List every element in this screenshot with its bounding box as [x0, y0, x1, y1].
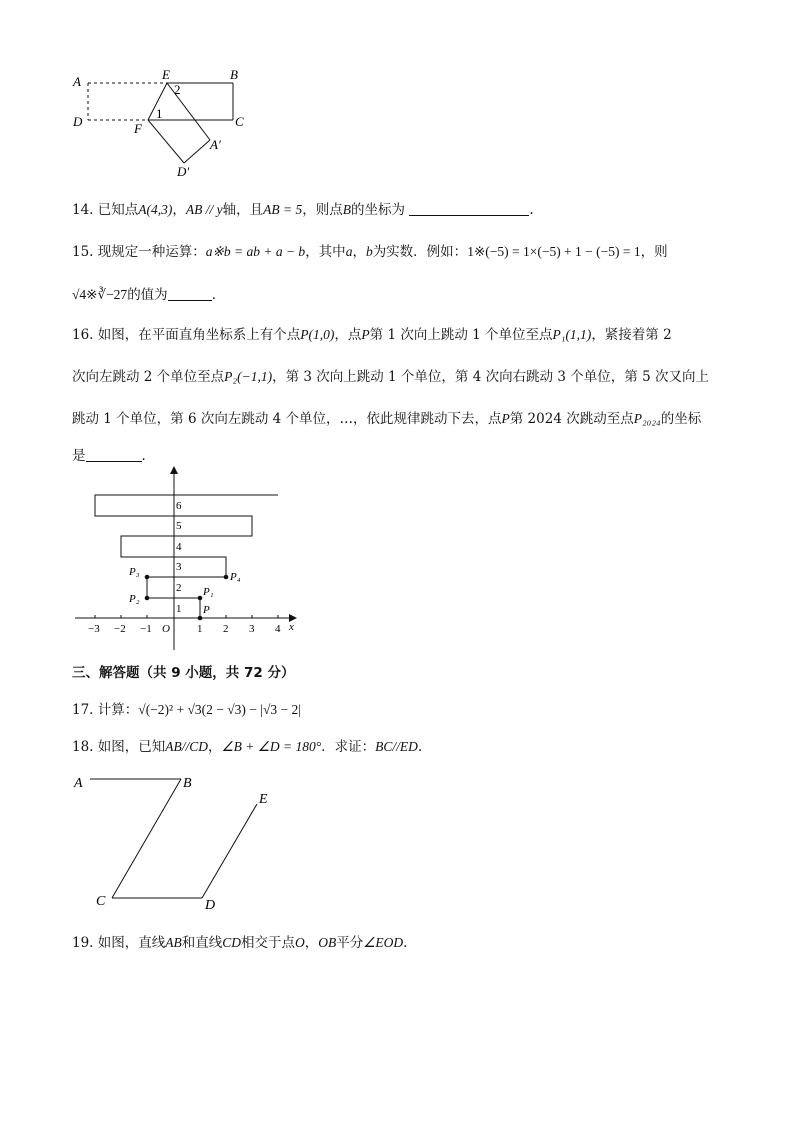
q15-example: 1※(−5) = 1×(−5) + 1 − (−5) = 1 [467, 244, 641, 259]
q19-angle: ∠EOD [363, 935, 404, 950]
level-4: 4 [176, 541, 182, 553]
label-D: D [73, 114, 83, 129]
label-p: P [203, 604, 210, 616]
q14-answer-blank[interactable] [409, 201, 529, 216]
q18-given-angles: ∠B + ∠D = 180° [221, 739, 322, 754]
label-B: B [230, 67, 238, 82]
label-c: C [96, 894, 106, 909]
q14-number: 14. [72, 202, 94, 218]
level-1: 1 [176, 603, 182, 615]
q18-given-parallel: AB//CD [165, 739, 209, 754]
label-D-prime: D′ [177, 164, 190, 179]
question-15-line-1: 15. 现规定一种运算：a※b = ab + a − b，其中a，b为实数．例如：1※(−5) = 1×(−5) + 1 − (−5) = 1，则 [72, 244, 668, 260]
x-tick-neg2: −2 [114, 623, 126, 635]
x-axis-label: x [289, 621, 294, 633]
label-a: A [74, 776, 83, 791]
jump-graph [70, 462, 310, 652]
label-A-prime: A′ [210, 137, 221, 152]
label-C: C [235, 114, 244, 129]
q15-definition: a※b = ab + a − b [205, 244, 306, 259]
q17-expression: √(−2)² + √3(2 − √3) − |√3 − 2| [138, 702, 301, 717]
point-p4 [224, 575, 229, 580]
q14-parallel: AB // y [185, 202, 223, 217]
x-tick-neg3: −3 [88, 623, 100, 635]
level-6: 6 [176, 500, 182, 512]
angle-2-label: 2 [174, 82, 181, 97]
question-18: 18. 如图，已知AB//CD，∠B + ∠D = 180°．求证：BC//ED. [72, 739, 423, 755]
point-p3 [145, 575, 150, 580]
q15-answer-blank[interactable] [168, 286, 212, 301]
origin-label: O [162, 623, 170, 635]
x-tick-2: 2 [223, 623, 229, 635]
question-15-line-2: √4※∛−27的值为 ． [72, 287, 226, 303]
q15-expression: √4※∛−27 [72, 287, 128, 302]
q14-point-a: A(4,3) [138, 202, 173, 217]
label-p2: P₂ [129, 593, 140, 605]
fold-figure [60, 62, 260, 182]
label-F: F [134, 121, 142, 136]
label-A: A [73, 74, 81, 89]
question-16-line-2: 次向左跳动 2 个单位至点P₂(−1,1)，第 3 次向上跳动 1 个单位，第 4 次向右跳动 3 个单位，第 5 次又向上 [72, 369, 709, 385]
question-16-line-1: 16. 如图，在平面直角坐标系上有个点P(1,0)，点P第 1 次向上跳动 1 个单位至点P₁(1,1)，紧接着第 2 [72, 327, 672, 343]
question-16-line-3: 跳动 1 个单位，第 6 次向左跳动 4 个单位，…，依此规律跳动下去，点P第 2024 次跳动至点P₂₀₂₄的坐标 [72, 411, 702, 427]
q14-length: AB = 5 [263, 202, 303, 217]
question-19: 19. 如图，直线AB和直线CD相交于点O，OB平分∠EOD． [72, 935, 417, 951]
question-17: 17. 计算：√(−2)² + √3(2 − √3) − |√3 − 2| [72, 702, 301, 718]
label-p1: P₁ [203, 586, 214, 598]
x-tick-4: 4 [275, 623, 281, 635]
angle-1-label: 1 [156, 106, 163, 121]
label-p4: P₄ [230, 571, 241, 583]
label-d: D [205, 898, 216, 913]
label-E: E [162, 67, 170, 82]
section-heading: 三、解答题（共 9 小题，共 72 分） [72, 665, 295, 681]
parallel-figure [66, 768, 286, 914]
q16-answer-blank[interactable] [86, 447, 142, 462]
level-2: 2 [176, 582, 182, 594]
level-5: 5 [176, 520, 182, 532]
label-b: B [183, 776, 192, 791]
point-p2 [145, 596, 150, 601]
x-tick-1: 1 [197, 623, 203, 635]
point-p [198, 616, 203, 621]
question-14: 14. 已知点A(4,3)，AB // y轴，且AB = 5，则点B的坐标为 . [72, 202, 534, 218]
x-tick-3: 3 [249, 623, 255, 635]
label-e: E [259, 792, 268, 807]
label-p3: P₃ [129, 566, 140, 578]
question-16-line-4: 是 ． [72, 448, 155, 464]
point-p1 [198, 596, 203, 601]
x-tick-neg1: −1 [140, 623, 152, 635]
q18-prove: BC//ED [375, 739, 418, 754]
level-3: 3 [176, 561, 182, 573]
